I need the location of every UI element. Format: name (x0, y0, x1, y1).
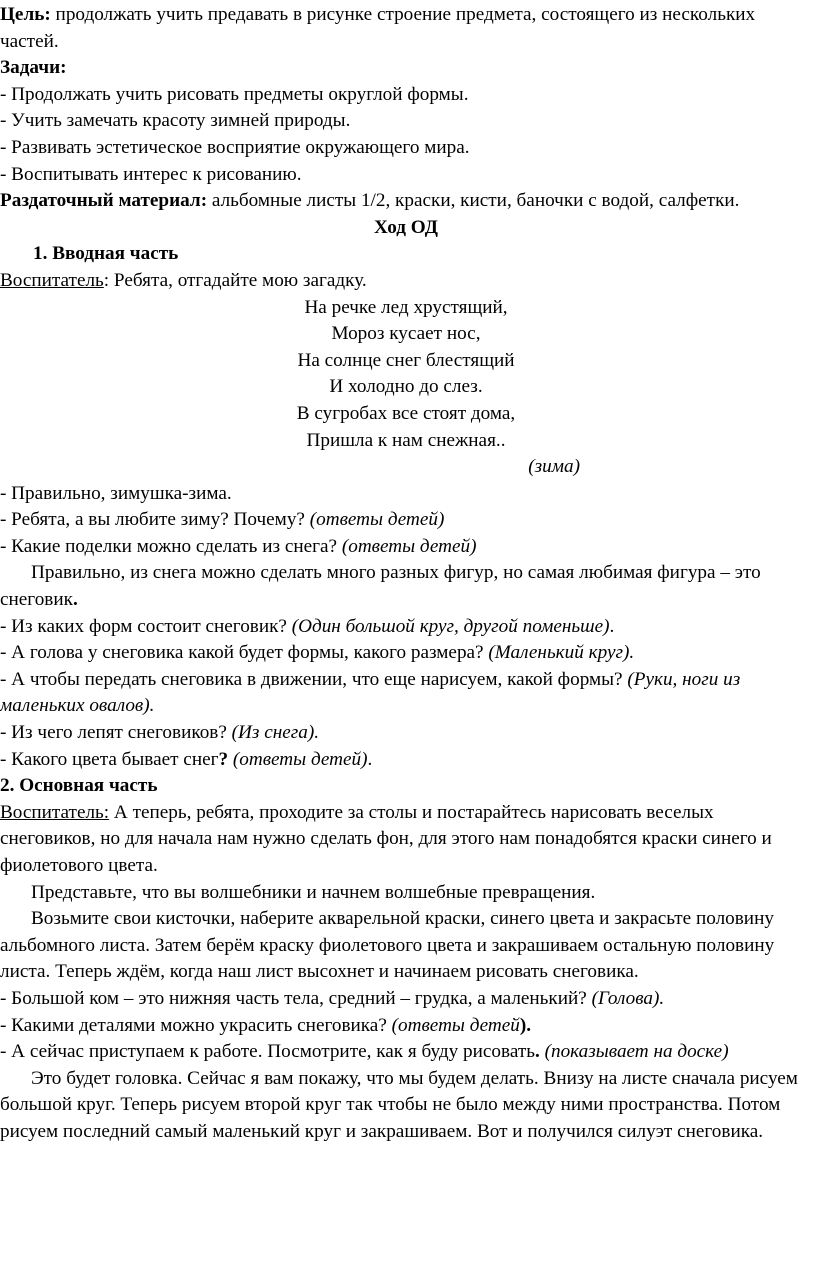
dialog-line (0, 667, 812, 720)
poem-line: На солнце снег блестящий (297, 349, 515, 371)
poem-line: И холодно до слез. (329, 376, 483, 398)
task-item: - Воспитывать интерес к рисованию. (0, 163, 302, 185)
dialog-text: - Какими деталями можно украсить снеговика? (0, 1014, 392, 1036)
teacher-label: Воспитатель: (0, 801, 110, 823)
poem-line: Мороз кусает нос, (331, 323, 481, 345)
dialog-text: - Ребята, а вы любите зиму? Почему? (0, 509, 310, 531)
dialog-line (0, 1013, 812, 1040)
main-paragraph: Это будет головка. Сейчас я вам покажу, что мы будем делать. Внизу на листе сначала рисуем большой круг. Теперь рисуем второй круг так чтобы не было между ними пространства. Потом рисуем последний самый маленький круг и закрашиваем. Вот и получился силуэт снеговика. (0, 1067, 798, 1142)
teacher-text: : Ребята, отгадайте мою загадку. (103, 269, 367, 291)
dialog-text: - А сейчас приступаем к работе. Посмотрите, как я буду рисовать (0, 1041, 535, 1063)
goal-paragraph (0, 2, 812, 55)
dialog-note: (Из снега). (231, 722, 320, 744)
dialog-line (0, 1039, 812, 1066)
dialog-line: - Правильно, зимушка-зима. (0, 482, 232, 504)
materials-paragraph (0, 188, 812, 215)
poem-line: В сугробах все стоят дома, (296, 402, 516, 424)
goal-label: Цель: (0, 4, 51, 25)
goal-text: продолжать учить предавать в рисунке строение предмета, состоящего из нескольких частей. (0, 4, 756, 52)
dialog-text: - А чтобы передать снеговика в движении, что еще нарисуем, какой формы? (0, 668, 628, 690)
dialog-note: (ответы детей (391, 1014, 520, 1036)
dialog-line (0, 507, 812, 534)
dialog-text: - Какие поделки можно сделать из снега? (0, 535, 342, 557)
dialog-punct: . (72, 589, 78, 611)
dialog-note: (ответы детей) (228, 748, 368, 770)
dialog-line (0, 614, 812, 641)
dialog-text: - Из каких форм состоит снеговик? (0, 615, 292, 637)
dialog-text: - Большой ком – это нижняя часть тела, средний – грудка, а маленький? (0, 987, 592, 1009)
dialog-line (0, 986, 812, 1013)
dialog-punct: . (367, 748, 373, 770)
dialog-line (0, 640, 812, 667)
dialog-text: - Какого цвета бывает снег (0, 748, 219, 770)
materials-text: альбомные листы 1/2, краски, кисти, баночки с водой, салфетки. (207, 190, 740, 212)
dialog-line (0, 720, 812, 747)
intro-heading: 1. Вводная часть (33, 243, 179, 265)
teacher-label: Воспитатель (0, 269, 104, 291)
course-title: Ход ОД (374, 216, 438, 238)
dialog-punct: ). (519, 1014, 532, 1036)
task-item: - Учить замечать красоту зимней природы. (0, 110, 351, 132)
dialog-note: (Руки, ноги из маленьких овалов). (0, 668, 741, 717)
intro-teacher-line (0, 268, 812, 295)
dialog-note: (ответы детей) (341, 535, 477, 557)
dialog-line (0, 747, 812, 774)
dialog-punct: . (609, 615, 615, 637)
poem-line: На речке лед хрустящий, (304, 296, 508, 318)
main-paragraph: Возьмите свои кисточки, наберите акварельной краски, синего цвета и закрасьте половину альбомного листа. Затем берём краску фиолетового цвета и закрашиваем остальную половину листа. Теперь ждём, когда наш лист высохнет и начинаем рисовать снеговика. (0, 908, 775, 983)
dialog-note: (показывает на доске) (539, 1041, 729, 1063)
dialog-text: - А голова у снеговика какой будет формы, какого размера? (0, 642, 489, 664)
dialog-note: (Маленький круг). (488, 642, 635, 664)
main-teacher-line (0, 800, 812, 880)
dialog-line (0, 534, 812, 561)
materials-label: Раздаточный материал: (0, 190, 208, 212)
task-item: - Продолжать учить рисовать предметы округлой формы. (0, 83, 469, 105)
dialog-note: (Голова). (591, 987, 665, 1009)
dialog-note: (ответы детей) (309, 509, 445, 531)
tasks-label: Задачи: (0, 57, 67, 79)
dialog-note: (Один большой круг, другой поменьше) (291, 615, 610, 637)
dialog-text: Правильно, из снега можно сделать много разных фигур, но самая любимая фигура – это снеговик (0, 562, 761, 611)
dialog-text: - Из чего лепят снеговиков? (0, 722, 232, 744)
task-item: - Развивать эстетическое восприятие окружающего мира. (0, 136, 470, 158)
dialog-punct: . (535, 1041, 540, 1063)
teacher-text: А теперь, ребята, проходите за столы и постарайтесь нарисовать веселых снеговиков, но для начала нам нужно сделать фон, для этого нам понадобятся краски синего и фиолетового цвета. (0, 801, 772, 876)
dialog-paragraph (0, 560, 812, 613)
main-heading: 2. Основная часть (0, 775, 158, 797)
dialog-punct: ? (218, 748, 229, 770)
poem-line: Пришла к нам снежная.. (306, 429, 506, 451)
riddle-answer: (зима) (528, 456, 580, 478)
main-paragraph: Представьте, что вы волшебники и начнем волшебные превращения. (31, 881, 596, 903)
